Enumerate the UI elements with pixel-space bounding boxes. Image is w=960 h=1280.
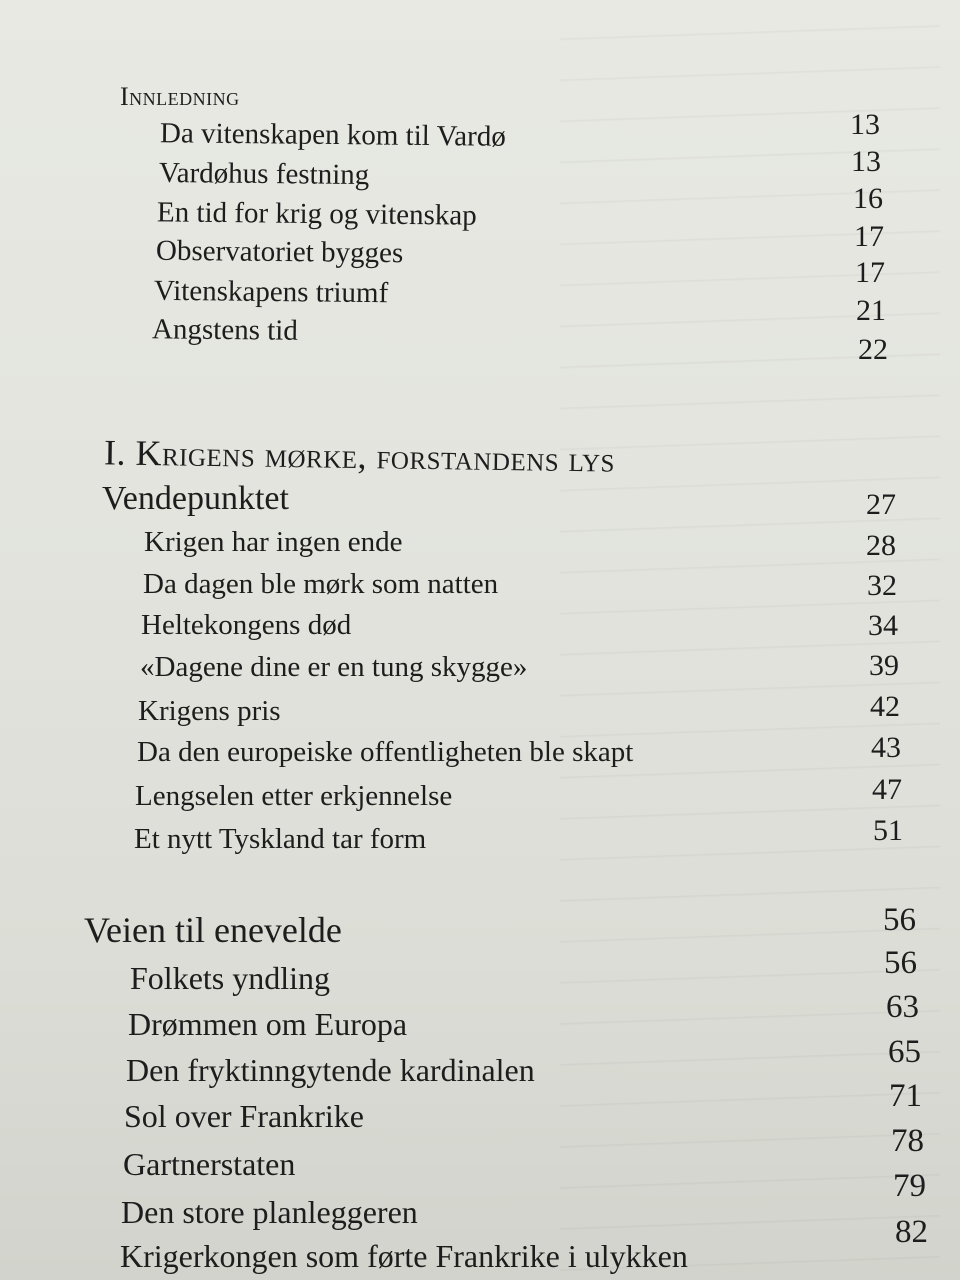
chapter-page: 27 (866, 488, 896, 521)
part-heading: I. Krigens mørke, forstandens lys (103, 432, 616, 480)
toc-entry-title: En tid for krig og vitenskap (156, 196, 477, 232)
toc-entry-title: «Dagene dine er en tung skygge» (140, 651, 528, 683)
toc-entry-page: 71 (889, 1078, 922, 1114)
toc-entry-page: 56 (884, 945, 917, 981)
toc-entry-title: Gartnerstaten (123, 1146, 296, 1182)
toc-entry-title: Lengselen etter erkjennelse (135, 780, 453, 812)
toc-entry-title: Da dagen ble mørk som natten (143, 568, 499, 600)
toc-entry-page: 17 (854, 220, 884, 253)
toc-entry-page: 22 (858, 333, 888, 366)
toc-entry-title: Den store planleggeren (121, 1194, 418, 1230)
toc-entry-title: Folkets yndling (130, 960, 331, 996)
toc-entry-title: Heltekongens død (141, 609, 352, 641)
toc-entry-page: 34 (868, 609, 898, 642)
toc-entry-title: Et nytt Tyskland tar form (134, 823, 427, 855)
toc-entry-page: 43 (871, 731, 901, 764)
toc-entry-title: Da den europeiske offentligheten ble skapt (137, 736, 634, 768)
toc-entry-page: 28 (866, 529, 896, 562)
toc-entry-page: 32 (867, 569, 897, 602)
toc-entry-title: Krigens pris (138, 695, 281, 727)
chapter-title: Vendepunktet (102, 480, 289, 517)
toc-entry-title: Krigen har ingen ende (144, 526, 403, 558)
toc-entry-page: 17 (855, 256, 885, 289)
toc-entry-title: Den fryktinngytende kardinalen (126, 1052, 535, 1088)
toc-entry-page: 47 (872, 773, 902, 806)
toc-entry-title: Sol over Frankrike (124, 1098, 364, 1134)
toc-entry-page: 51 (873, 814, 903, 847)
toc-entry-page: 78 (891, 1123, 924, 1159)
toc-entry-page: 63 (886, 989, 919, 1025)
toc-entry-title: Da vitenskapen kom til Vardø (159, 117, 506, 153)
toc-entry-page: 13 (850, 108, 880, 141)
toc-entry-page: 13 (851, 145, 881, 178)
toc-entry-page: 65 (888, 1034, 921, 1070)
toc-entry-title: Vitenskapens triumf (153, 274, 389, 310)
toc-entry-page: 21 (856, 294, 886, 327)
chapter-title: Veien til enevelde (84, 910, 342, 950)
toc-entry-title: Angstens tid (151, 313, 298, 347)
section-heading-innledning: Innledning (120, 82, 240, 111)
toc-entry-page: 39 (869, 649, 899, 682)
toc-entry-title: Vardøhus festning (158, 156, 370, 192)
toc-entry-title: Krigerkongen som førte Frankrike i ulykken (120, 1238, 688, 1274)
toc-entry-page: 82 (895, 1214, 928, 1250)
toc-entry-page: 16 (853, 182, 883, 215)
chapter-page: 56 (883, 902, 916, 938)
toc-entry-page: 79 (893, 1168, 926, 1204)
toc-entry-page: 42 (870, 690, 900, 723)
toc-entry-title: Drømmen om Europa (128, 1006, 408, 1042)
toc-entry-title: Observatoriet bygges (155, 234, 404, 270)
